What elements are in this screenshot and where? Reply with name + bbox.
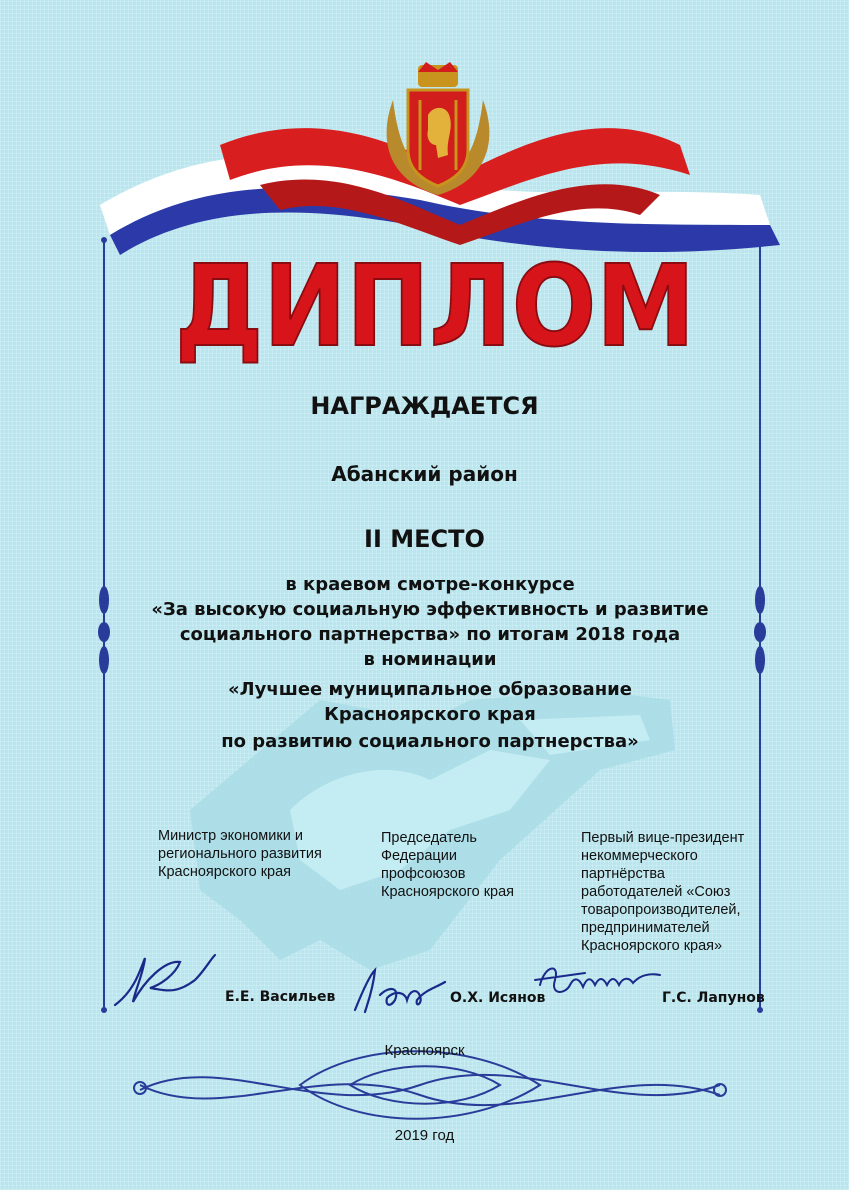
signature-1-icon [105,950,220,1010]
body-line: в номинации [363,649,497,670]
body-line: Красноярского края [324,704,536,725]
signatory-title-line: профсоюзов [381,866,466,882]
body-line: «За высокую социальную эффективность и развитие [151,599,709,620]
signatory-title-line: товаропроизводителей, [581,902,741,918]
body-line: в краевом смотре-конкурсе [285,574,575,595]
diploma-title [170,242,700,372]
bottom-flourish [134,1051,726,1119]
recipient-name: Абанский район [331,462,518,486]
signatory-1-title [158,827,322,881]
body-line: «Лучшее муниципальное образование [228,679,632,700]
signatory-3-title [581,829,744,955]
signatory-title-line: предпринимателей [581,920,710,936]
signatory-title-line: Федерации [381,848,457,864]
body-line: социального партнерства» по итогам 2018 года [179,624,681,645]
signatory-title-line: Первый вице-президент [581,830,745,846]
signatory-2-title [381,829,514,901]
footer-city: Красноярск [384,1042,465,1059]
signatory-title-line: Красноярского края [158,864,292,880]
signatory-title-line: Красноярского края [381,884,515,900]
coat-of-arms-icon [378,60,498,200]
signatory-title-line: Председатель [381,830,477,846]
diploma-title-text: ДИПЛОМ [175,242,695,372]
signature-2-icon [345,960,455,1020]
signatory-title-line: Красноярского края» [581,938,723,954]
signatory-title-line: работодателей «Союз [581,884,731,900]
body-line: по развитию социального партнерства» [221,731,639,752]
signatory-title-line: Министр экономики и [158,828,303,844]
signature-3-icon [525,955,665,1005]
signatory-2-name: О.Х. Исянов [450,990,546,1006]
awarded-heading: НАГРАЖДАЕТСЯ [310,392,539,420]
signatory-3-name: Г.С. Лапунов [662,990,765,1006]
place-label: II МЕСТО [364,525,485,553]
signatory-title-line: некоммерческого [581,848,698,864]
signatory-title-line: партнёрства [581,866,665,882]
footer-year: 2019 год [394,1127,455,1144]
signatory-title-line: регионального развития [158,846,322,862]
signatory-1-name: Е.Е. Васильев [225,989,336,1005]
